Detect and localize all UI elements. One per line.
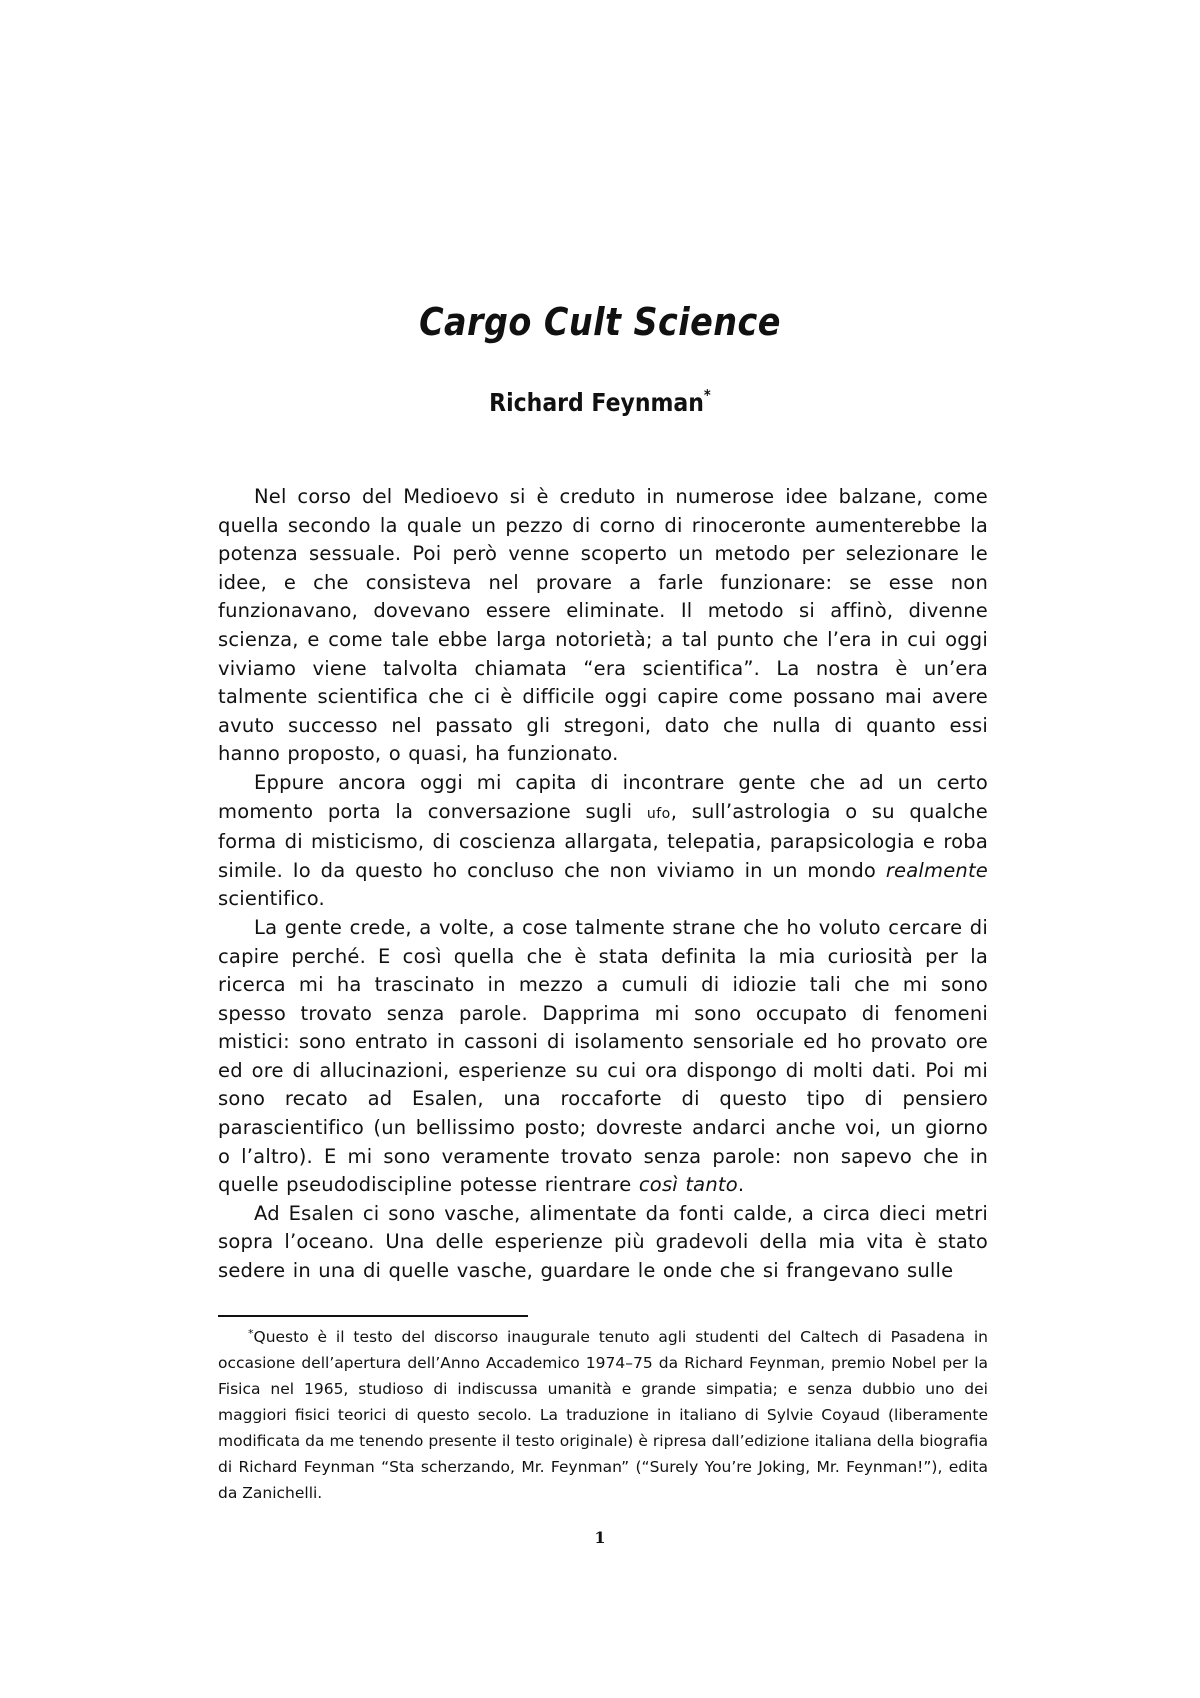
paragraph-2-emphasis: realmente	[885, 858, 988, 882]
paragraph-2-text-middle: , sull’astrologia o su qualche forma di misticismo, di coscienza allargata, telepatia, parapsicologia e roba simile. Io da questo ho concluso che non viviamo in un mondo	[218, 799, 988, 882]
footnote-separator	[218, 1315, 528, 1317]
footnote	[218, 1324, 988, 1506]
paragraph-3-emphasis: così tanto	[638, 1173, 738, 1197]
footnote-marker: *	[248, 1327, 254, 1340]
paragraph-3-text-end: .	[737, 1173, 745, 1197]
page-number: 1	[594, 1528, 606, 1547]
document-title: Cargo Cult Science	[419, 300, 781, 344]
author-name: Richard Feynman	[489, 388, 704, 417]
paragraph-1: Nel corso del Medioevo si è creduto in numerose idee balzane, come quella secondo la quale un pezzo di corno di rinoceronte aumenterebbe la potenza sessuale. Poi però venne scoperto un metodo per selezionare le idee, e che consisteva nel provare a farle funzionare: se esse non funzionavano, dovevano essere eliminate. Il metodo si affinò, divenne scienza, e come tale ebbe larga notorietà; a tal punto che l’era in cui oggi viviamo viene talvolta chiamata “era scientifica”. La nostra è un’era talmente scientifica che ci è difficile oggi capire come possano mai avere avuto successo nel passato gli stregoni, dato che nulla di quanto essi hanno proposto, o quasi, ha funzionato.	[218, 485, 988, 766]
paragraph-2-text-end: scientifico.	[218, 887, 325, 911]
author-footnote-marker: *	[703, 386, 711, 404]
paragraph-4: Ad Esalen ci sono vasche, alimentate da fonti calde, a circa dieci metri sopra l’oceano. Una delle esperienze più gradevoli della mia vita è stato sedere in una di quelle vasche, guardare le onde che si frangevano sulle	[218, 1201, 988, 1283]
author-byline	[72, 388, 1128, 417]
paragraph-3-text-start: La gente crede, a volte, a cose talmente strane che ho voluto cercare di capire perché. E così quella che è stata definita la mia curiosità per la ricerca mi ha trascinato in mezzo a cumuli di idiozie tali che mi sono spesso trovato senza parole. Dapprima mi sono occupato di fenomeni mistici: sono entrato in cassoni di isolamento sensoriale ed ho provato ore ed ore di allucinazioni, esperienze su cui ora dispongo di molti dati. Poi mi sono recato ad Esalen, una roccaforte di questo tipo di pensiero parascientifico (un bellissimo posto; dovreste andarci anche voi, un giorno o l’altro). E mi sono veramente trovato senza parole: non sapevo che in quelle pseudodiscipline potesse rientrare	[218, 915, 988, 1197]
paragraph-2	[218, 769, 988, 914]
body-text	[218, 483, 988, 1286]
paragraph-2-smallcaps: ufo	[646, 805, 671, 822]
paragraph-2-text-start: Eppure ancora oggi mi capita di incontrare gente che ad un certo momento porta la conversazione sugli	[218, 770, 988, 823]
footnote-text: Questo è il testo del discorso inaugurale tenuto agli studenti del Caltech di Pasadena in occasione dell’apertura dell’Anno Accademico 1974–75 da Richard Feynman, premio Nobel per la Fisica nel 1965, studioso di indiscussa umanità e grande simpatia; e senza dubbio uno dei maggiori fisici teorici di questo secolo. La traduzione in italiano di Sylvie Coyaud (liberamente modificata da me tenendo presente il testo originale) è ripresa dall’edizione italiana della biografia di Richard Feynman “Sta scherzando, Mr. Feynman” (“Surely You’re Joking, Mr. Feynman!”), edita da Zanichelli.	[218, 1328, 988, 1502]
paragraph-3	[218, 914, 988, 1200]
